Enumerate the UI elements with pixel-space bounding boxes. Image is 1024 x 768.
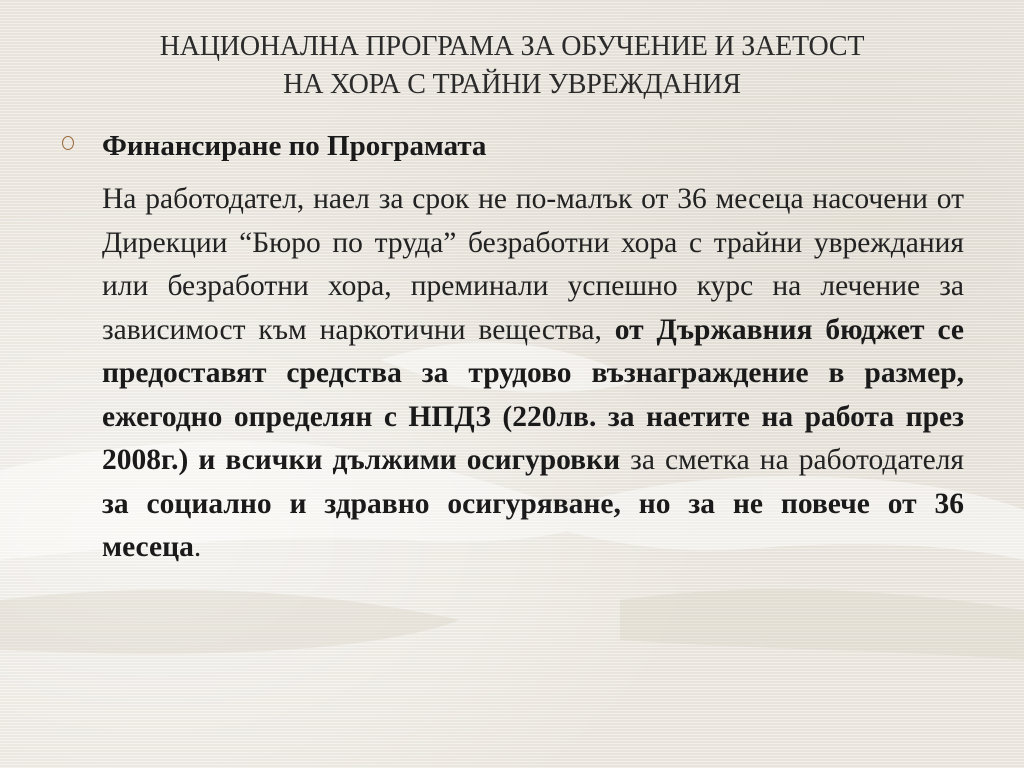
slide-title — [40, 28, 984, 104]
bullet-item — [62, 128, 962, 168]
title-line-2: НА ХОРА С ТРАЙНИ УВРЕЖДАНИЯ — [283, 69, 741, 100]
hollow-circle-bullet-icon — [62, 136, 74, 150]
paragraph-segment-3: за сметка на работодателя — [620, 444, 964, 476]
paragraph-segment-1: На работодател, наел за срок не по-малък от 36 месеца насочени от Дирекции “Бюро по труда” безработни хора с трайни увреждания или безработни хора, преминали успешно курс на лечение за зависимост към наркотични вещества, — [102, 183, 964, 346]
body-paragraph — [102, 178, 964, 570]
paragraph-segment-2-bold: от Държавния бюджет се предоставят средства за трудово възнаграждение в размер, ежегодно определян с НПДЗ (220лв. за наетите на работа през 2008г.) и всички дължими осигуровки — [102, 313, 964, 476]
paragraph-segment-5: . — [193, 531, 202, 563]
title-line-1: НАЦИОНАЛНА ПРОГРАМА ЗА ОБУЧЕНИЕ И ЗАЕТОСТ — [159, 31, 865, 62]
bullet-heading: Финансиране по Програмата — [102, 130, 487, 162]
paragraph-segment-4-bold: за социално и здравно осигуряване, но за не повече от 36 месеца — [102, 487, 964, 563]
paragraph-text — [102, 178, 964, 570]
